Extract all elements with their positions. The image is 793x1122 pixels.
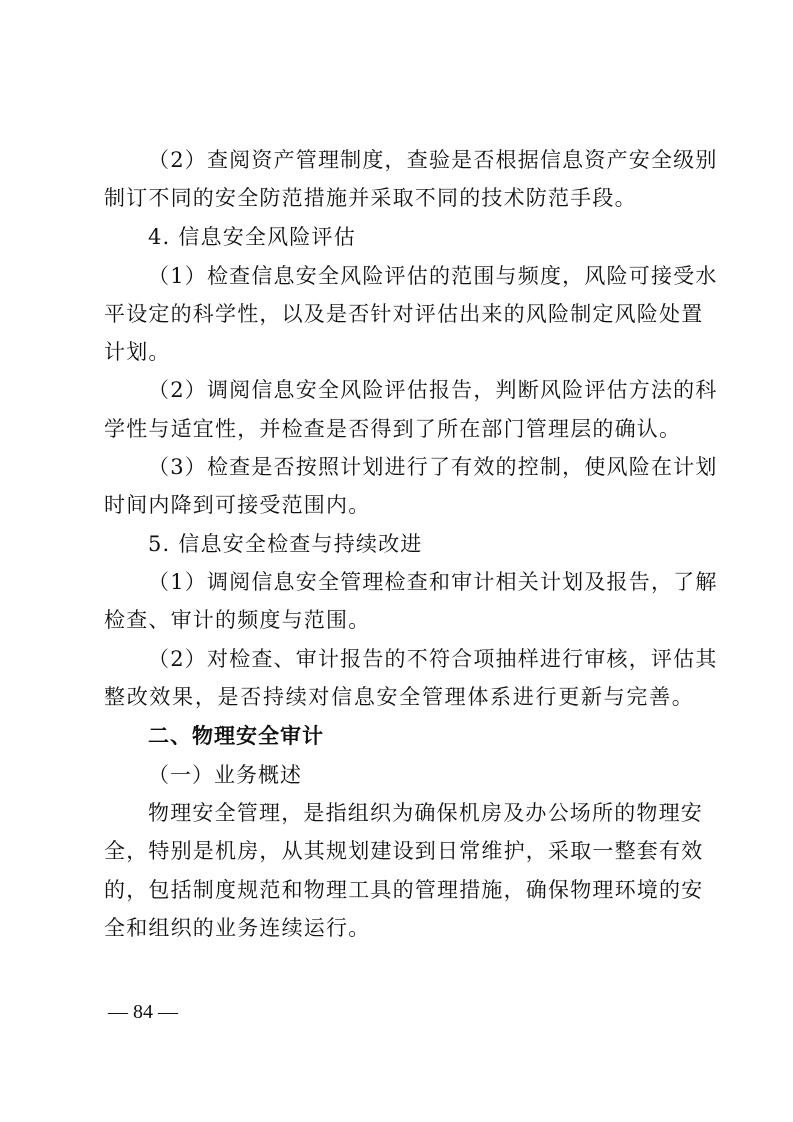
paragraph-line: （2）调阅信息安全风险评估报告，判断风险评估方法的科 <box>148 378 718 402</box>
paragraph-line: 全，特别是机房，从其规划建设到日常维护，采取一整套有效 <box>104 839 704 863</box>
paragraph-line: （2）对检查、审计报告的不符合项抽样进行审核，评估其 <box>148 647 718 671</box>
paragraph-line: 检查、审计的频度与范围。 <box>104 608 371 632</box>
paragraph-line: 整改效果，是否持续对信息安全管理体系进行更新与完善。 <box>104 685 694 709</box>
paragraph-line: 的，包括制度规范和物理工具的管理措施，确保物理环境的安 <box>104 878 704 902</box>
item-heading-5: 5. 信息安全检查与持续改进 <box>148 532 423 556</box>
paragraph-line: 学性与适宜性，并检查是否得到了所在部门管理层的确认。 <box>104 417 682 441</box>
paragraph-line: （2）查阅资产管理制度，查验是否根据信息资产安全级别 <box>148 148 718 172</box>
paragraph-line: （3）检查是否按照计划进行了有效的控制，使风险在计划 <box>148 455 718 479</box>
subsection-heading: （一）业务概述 <box>148 763 302 787</box>
paragraph-line: 计划。 <box>104 340 171 364</box>
paragraph-line: 时间内降到可接受范围内。 <box>104 493 371 517</box>
item-heading-4: 4. 信息安全风险评估 <box>148 225 356 249</box>
paragraph-line: 全和组织的业务连续运行。 <box>104 916 371 940</box>
paragraph-line: （1）调阅信息安全管理检查和审计相关计划及报告，了解 <box>148 570 718 594</box>
page-number: — 84 — <box>108 1001 178 1023</box>
paragraph-line: 物理安全管理，是指组织为确保机房及办公场所的物理安 <box>148 801 703 825</box>
paragraph-line: 平设定的科学性，以及是否针对评估出来的风险制定风险处置 <box>104 302 704 326</box>
paragraph-line: （1）检查信息安全风险评估的范围与频度，风险可接受水 <box>148 264 718 288</box>
paragraph-line: 制订不同的安全防范措施并采取不同的技术防范手段。 <box>104 186 637 210</box>
section-heading: 二、物理安全审计 <box>148 724 324 748</box>
